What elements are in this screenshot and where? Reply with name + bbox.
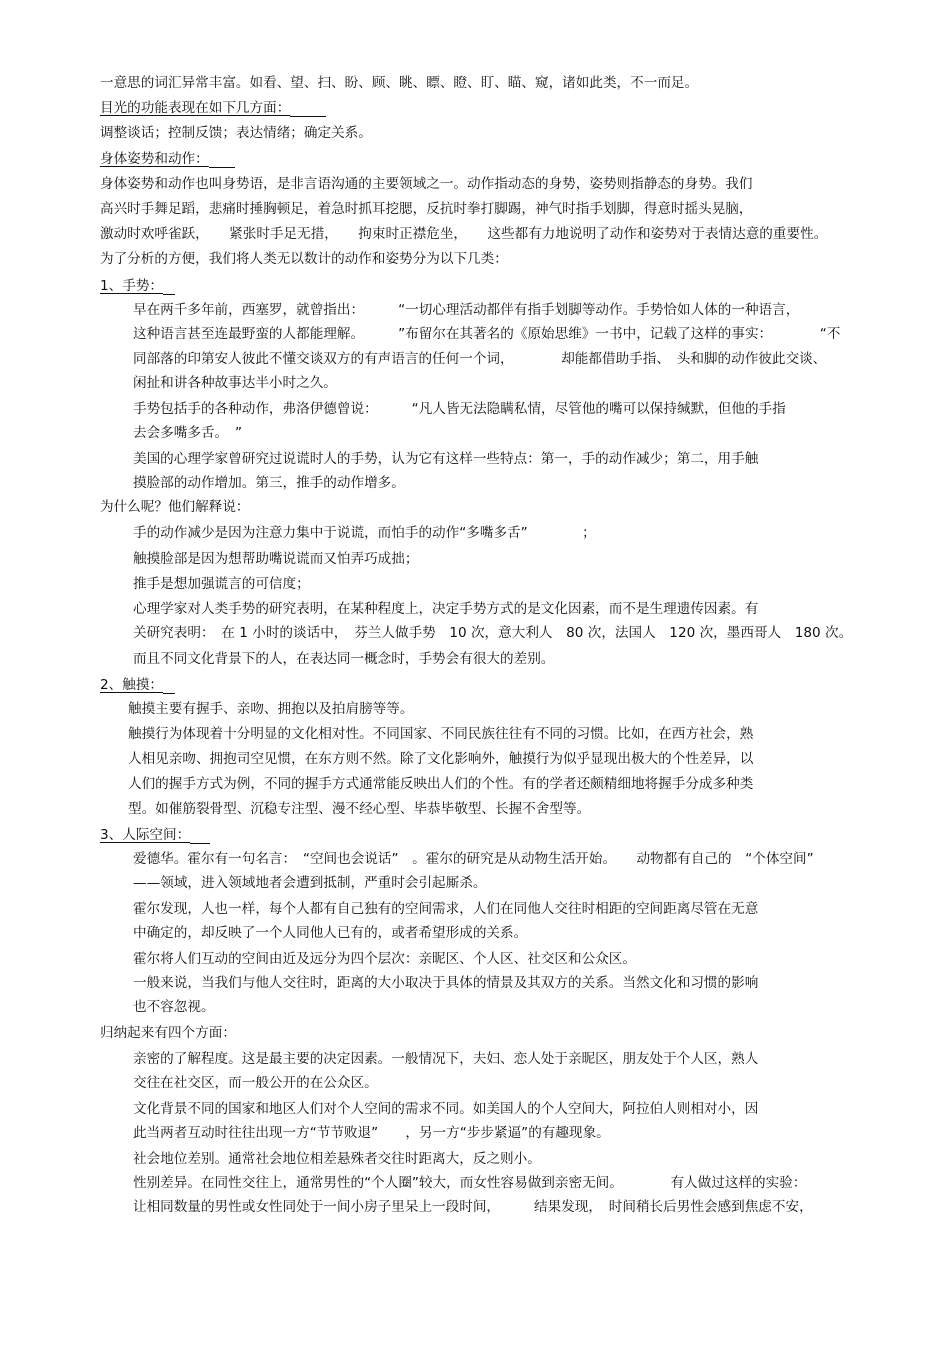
text-line: 人们的握手方式为例，不同的握手方式通常能反映出人们的个性。有的学者还颇精细地将握手分成多种类 [128, 776, 754, 792]
text-line: 让相同数量的男性或女性同处于一间小房子里呆上一段时间， 结果发现， 时间稍长后男性会感到焦虑不安， [133, 1199, 813, 1215]
text-line: 高兴时手舞足蹈，悲痛时捶胸顿足，着急时抓耳挖腮，反抗时拳打脚踢，神气时指手划脚，得意时摇头晃脑， [100, 201, 753, 217]
text-line: 爱德华。霍尔有一句名言： “空间也会说话” 。霍尔的研究是从动物生活开始。 动物都有自己的 “个体空间” [133, 851, 814, 867]
text-line: 去会多嘴多舌。 ” [133, 425, 242, 441]
text-line: 闲扯和讲各种故事达半小时之久。 [133, 375, 337, 391]
text-line: 这种语言甚至连最野蛮的人都能理解。 ”布留尔在其著名的《原始思维》一书中，记载了这样的事实： “不 [133, 326, 841, 342]
text-line: 推手是想加强谎言的可信度； [133, 576, 310, 592]
text-line: 亲密的了解程度。这是最主要的决定因素。一般情况下，夫妇、恋人处于亲昵区，朋友处于个人区，熟人 [133, 1051, 759, 1067]
text-line: 激动时欢呼雀跃， 紧张时手足无措， 拘束时正襟危坐， 这些都有力地说明了动作和姿势对于表情达意的重要性。 [100, 226, 828, 242]
text-line: 归纳起来有四个方面： [100, 1025, 236, 1041]
text-line: 触摸行为体现着十分明显的文化相对性。不同国家、不同民族往往有不同的习惯。比如，在西方社会，熟 [128, 726, 754, 742]
text-line: 一意思的词汇异常丰富。如看、望、扫、盼、顾、眺、瞟、瞪、盯、瞄、窥，诸如此类，不一而足。 [100, 75, 699, 91]
section-heading-interpersonal-space: 3、人际空间： [100, 826, 210, 844]
text-line: 社会地位差别。通常社会地位相差悬殊者交往时距离大，反之则小。 [133, 1151, 541, 1167]
text-line: 此当两者互动时往往出现一方“节节败退” ，另一方“步步紧逼”的有趣现象。 [133, 1125, 610, 1141]
text-line: 触摸脸部是因为想帮助嘴说谎而又怕弄巧成拙； [133, 551, 419, 567]
text-line: 为了分析的方便，我们将人类无以数计的动作和姿势分为以下几类： [100, 251, 508, 267]
text-line: 为什么呢？他们解释说： [100, 499, 250, 515]
text-line: 触摸主要有握手、亲吻、拥抱以及拍肩膀等等。 [128, 701, 414, 717]
text-line: 美国的心理学家曾研究过说谎时人的手势，认为它有这样一些特点：第一，手的动作减少；第二，用手触 [133, 451, 759, 467]
text-line: 而且不同文化背景下的人，在表达同一概念时，手势会有很大的差别。 [133, 651, 555, 667]
text-line: 也不容忽视。 [133, 999, 215, 1015]
section-heading-gesture: 1、手势： [100, 277, 175, 295]
text-line: 型。如催筋裂骨型、沉稳专注型、漫不经心型、毕恭毕敬型、长握不舍型等。 [128, 801, 591, 817]
text-line: 同部落的印第安人彼此不懂交谈双方的有声语言的任何一个词， 却能都借助手指、 头和脚的动作彼此交谈、 [133, 351, 827, 367]
text-line: 交往在社交区，而一般公开的在公众区。 [133, 1075, 378, 1091]
text-line: 手的动作减少是因为注意力集中于说谎，而怕手的动作“多嘴多舌” ； [133, 525, 596, 541]
text-line: 一般来说，当我们与他人交往时，距离的大小取决于具体的情景及其双方的关系。当然文化和习惯的影响 [133, 975, 759, 991]
text-line: 心理学家对人类手势的研究表明，在某种程度上，决定手势方式的是文化因素，而不是生理遗传因素。有 [133, 601, 759, 617]
text-line: 文化背景不同的国家和地区人们对个人空间的需求不同。如美国人的个人空间大，阿拉伯人则相对小，因 [133, 1101, 759, 1117]
text-line: 霍尔将人们互动的空间由近及远分为四个层次：亲昵区、个人区、社交区和公众区。 [133, 951, 636, 967]
text-line: 人相见亲吻、拥抱司空见惯，在东方则不然。除了文化影响外，触摸行为似乎显现出极大的个性差异，以 [128, 751, 754, 767]
text-line: 中确定的，却反映了一个人同他人已有的，或者希望形成的关系。 [133, 925, 528, 941]
text-line: 身体姿势和动作也叫身势语，是非言语沟通的主要领域之一。动作指动态的身势，姿势则指静态的身势。我们 [100, 176, 753, 192]
text-line: ——领域，进入领域地者会遭到抵制，严重时会引起厮杀。 [133, 875, 487, 891]
text-line: 调整谈话；控制反馈；表达情绪；确定关系。 [100, 125, 372, 141]
section-heading-body-posture: 身体姿势和动作： [100, 150, 235, 168]
text-line: 关研究表明： 在 1 小时的谈话中， 芬兰人做手势 10 次，意大利人 80 次，法国人 120 次，墨西哥人 180 次。 [133, 625, 853, 641]
section-heading-gaze-functions: 目光的功能表现在如下几方面： [100, 99, 326, 117]
text-line: 性别差异。在同性交往上，通常男性的“个人圈”较大，而女性容易做到亲密无间。 有人做过这样的实验： [133, 1175, 807, 1191]
text-line: 霍尔发现，人也一样，每个人都有自己独有的空间需求，人们在同他人交往时相距的空间距离尽管在无意 [133, 901, 759, 917]
text-line: 早在两千多年前，西塞罗，就曾指出： “一切心理活动都伴有指手划脚等动作。手势恰如人体的一种语言， [133, 302, 800, 318]
text-line: 摸脸部的动作增加。第三，推手的动作增多。 [133, 475, 405, 491]
section-heading-touch: 2、触摸： [100, 676, 175, 694]
text-line: 手势包括手的各种动作，弗洛伊德曾说： “凡人皆无法隐瞒私情，尽管他的嘴可以保持缄默，但他的手指 [133, 401, 786, 417]
